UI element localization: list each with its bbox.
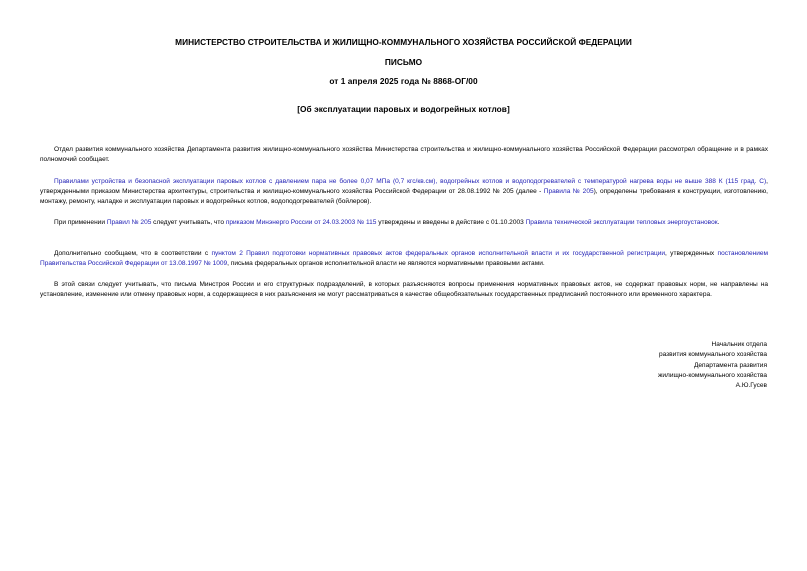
signature-department: Департамента развития bbox=[693, 361, 767, 369]
link-thermal-rules[interactable]: Правила технической эксплуатации тепловых энергоустановок bbox=[525, 219, 718, 226]
document-subject: [Об эксплуатации паровых и водогрейных котлов] bbox=[297, 104, 510, 114]
paragraph-text: , утвержденными приказом Министерства архитектуры, строительства и жилищно-коммунального хозяйства Российской Федерации от 28.08.1992 № 205 (далее - bbox=[40, 178, 768, 196]
paragraph-application bbox=[40, 218, 768, 228]
link-rules-205-ref[interactable]: Правил № 205 bbox=[106, 219, 152, 226]
link-minenergo-order[interactable]: приказом Минэнерго России от 24.03.2003 № 115 bbox=[225, 219, 377, 226]
paragraph-intro bbox=[40, 145, 768, 165]
document-type: ПИСЬМО bbox=[384, 57, 423, 67]
ministry-heading: МИНИСТЕРСТВО СТРОИТЕЛЬСТВА И ЖИЛИЩНО-КОММУНАЛЬНОГО ХОЗЯЙСТВА РОССИЙСКОЙ ФЕДЕРАЦИИ bbox=[175, 37, 632, 47]
signature-department: жилищно-коммунального хозяйства bbox=[657, 371, 767, 379]
paragraph-text: следует учитывать, что bbox=[151, 219, 226, 226]
paragraph-conclusion bbox=[40, 280, 768, 300]
paragraph-rules-205 bbox=[40, 177, 768, 208]
signature-block bbox=[567, 340, 767, 391]
paragraph-text: При применении bbox=[54, 219, 107, 226]
paragraph-text: ), определены требования к конструкции, изготовлению, монтажу, ремонту, наладке и эксплуатации паровых и водогрейных котлов, водоподогревателей (бойлеров). bbox=[40, 188, 768, 206]
paragraph-text: . bbox=[717, 219, 720, 226]
signature-position: Начальник отдела bbox=[711, 341, 767, 348]
link-rules-clause-2[interactable]: пунктом 2 Правил подготовки нормативных правовых актов федеральных органов исполнительной власти и их государственной регистрации bbox=[211, 250, 666, 257]
paragraph-text: утверждены и введены в действие с 01.10.2003 bbox=[376, 219, 526, 226]
paragraph-text: , письма федеральных органов исполнительной власти не являются нормативными правовыми актами. bbox=[227, 260, 545, 268]
paragraph-additional bbox=[40, 249, 768, 269]
paragraph-text: Дополнительно сообщаем, что в соответствии с bbox=[54, 250, 212, 257]
document-date-number: от 1 апреля 2025 года № 8868-ОГ/00 bbox=[329, 76, 478, 86]
paragraph-text: В этой связи следует учитывать, что письма Минстроя России и его структурных подразделений, в которых разъясняются вопросы применения нормативных правовых актов, не содержат правовых норм, не направлены на установление, изменение или отмену правовых норм, а содержащиеся в них разъяснения не могут рассматриваться в качестве общеобязательных государственных предписаний постоянного или временного характера. bbox=[40, 281, 768, 299]
link-rules-205[interactable]: Правила № 205 bbox=[543, 188, 594, 196]
link-government-decree[interactable]: постановлением Правительства Российской Федерации от 13.08.1997 № 1009 bbox=[40, 250, 769, 268]
paragraph-text: , утвержденных bbox=[665, 250, 718, 257]
signature-department: развития коммунального хозяйства bbox=[658, 351, 767, 359]
signature-name: А.Ю.Гусев bbox=[735, 382, 767, 390]
link-rules-205-full[interactable]: Правилами устройства и безопасной эксплуатации паровых котлов с давлением пара не более 0,07 МПа (0,7 кгс/кв.см), водогрейных котлов и водоподогревателей с температурой нагрева воды не выше 388 К (115 град. С) bbox=[54, 178, 767, 185]
paragraph-text: Отдел развития коммунального хозяйства Департамента развития жилищно-коммунального хозяйства Министерства строительства и жилищно-коммунального хозяйства Российской Федерации рассмотрел обращение и в рамках полномочий сообщает. bbox=[40, 146, 768, 164]
